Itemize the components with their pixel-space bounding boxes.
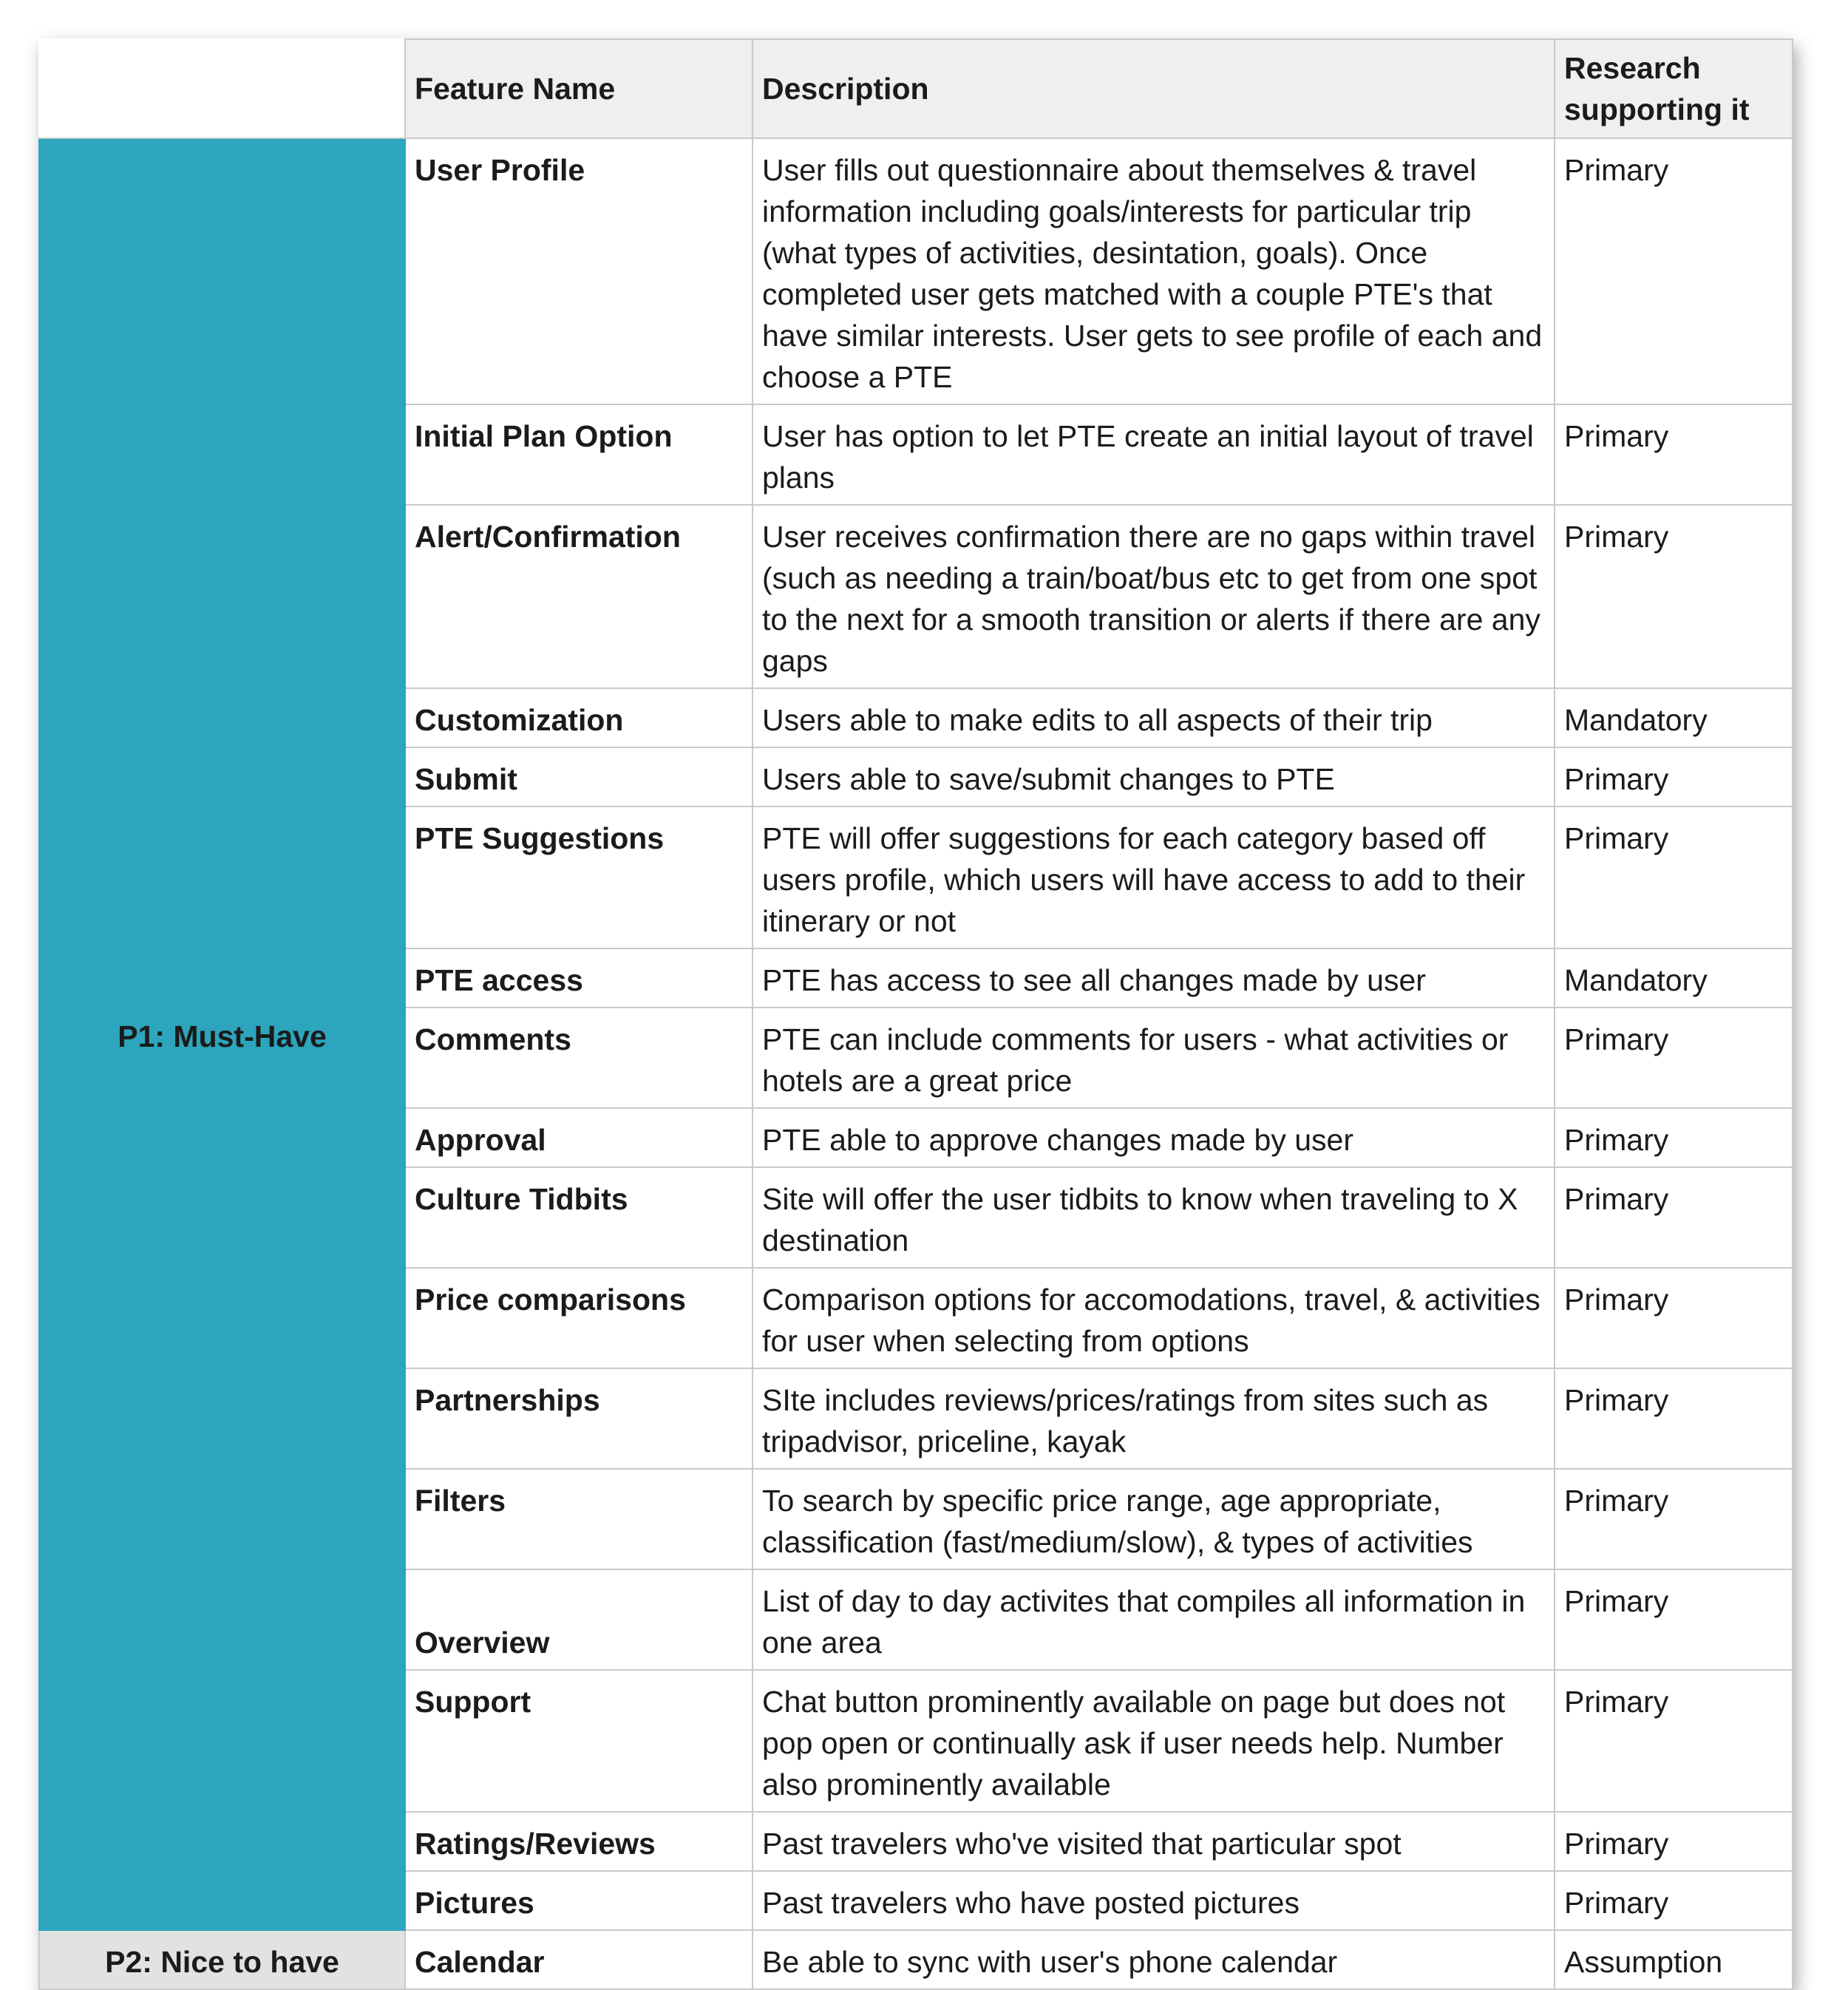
description-cell: PTE able to approve changes made by user xyxy=(753,1108,1555,1167)
research-cell: Primary xyxy=(1555,404,1793,505)
description-cell: User has option to let PTE create an initial layout of travel plans xyxy=(753,404,1555,505)
description-cell: PTE can include comments for users - what activities or hotels are a great price xyxy=(753,1008,1555,1108)
description-cell: Past travelers who have posted pictures xyxy=(753,1871,1555,1930)
research-cell: Primary xyxy=(1555,747,1793,806)
table-row xyxy=(39,1930,1793,1989)
description-cell: List of day to day activites that compiles all information in one area xyxy=(753,1569,1555,1670)
header-row xyxy=(39,39,1793,138)
feature-cell: Pictures xyxy=(405,1871,753,1930)
description-cell: Users able to make edits to all aspects of their trip xyxy=(753,688,1555,747)
feature-cell: Ratings/Reviews xyxy=(405,1812,753,1871)
description-cell: User fills out questionnaire about themselves & travel information including goals/interests for particular trip (what types of activities, desintation, goals). Once completed user gets matched with a couple PTE's that have similar interests. User gets to see profile of each and choose a PTE xyxy=(753,138,1555,404)
feature-cell: User Profile xyxy=(405,138,753,404)
description-cell: Past travelers who've visited that particular spot xyxy=(753,1812,1555,1871)
feature-cell: Culture Tidbits xyxy=(405,1167,753,1268)
feature-cell: PTE Suggestions xyxy=(405,806,753,948)
research-cell: Primary xyxy=(1555,138,1793,404)
feature-priority-table-container xyxy=(38,38,1792,1990)
feature-cell: Alert/Confirmation xyxy=(405,505,753,688)
feature-cell: Support xyxy=(405,1670,753,1812)
research-cell: Primary xyxy=(1555,1812,1793,1871)
description-cell: Chat button prominently available on page but does not pop open or continually ask if user needs help. Number also prominently available xyxy=(753,1670,1555,1812)
research-cell: Mandatory xyxy=(1555,688,1793,747)
research-cell: Primary xyxy=(1555,1469,1793,1569)
research-cell: Primary xyxy=(1555,1871,1793,1930)
priority-group-p1: P1: Must-Have xyxy=(39,138,405,1930)
research-cell: Primary xyxy=(1555,1108,1793,1167)
research-cell: Primary xyxy=(1555,1167,1793,1268)
feature-cell: Calendar xyxy=(405,1930,753,1989)
header-research: Research supporting it xyxy=(1555,39,1793,138)
header-feature-name: Feature Name xyxy=(405,39,753,138)
research-cell: Primary xyxy=(1555,1368,1793,1469)
description-cell: User receives confirmation there are no gaps within travel (such as needing a train/boat/bus etc to get from one spot to the next for a smooth transition or alerts if there are any gaps xyxy=(753,505,1555,688)
description-cell: Users able to save/submit changes to PTE xyxy=(753,747,1555,806)
feature-cell: PTE access xyxy=(405,948,753,1008)
feature-cell: Partnerships xyxy=(405,1368,753,1469)
priority-group-p2: P2: Nice to have xyxy=(39,1930,405,1989)
research-cell: Primary xyxy=(1555,1670,1793,1812)
header-priority-blank xyxy=(39,39,405,138)
description-cell: PTE has access to see all changes made by user xyxy=(753,948,1555,1008)
research-cell: Primary xyxy=(1555,1268,1793,1368)
feature-priority-table xyxy=(38,38,1793,1990)
research-cell: Primary xyxy=(1555,1008,1793,1108)
feature-cell: Overview xyxy=(405,1569,753,1670)
feature-cell: Initial Plan Option xyxy=(405,404,753,505)
feature-cell: Approval xyxy=(405,1108,753,1167)
header-description: Description xyxy=(753,39,1555,138)
research-cell: Primary xyxy=(1555,806,1793,948)
description-cell: Site will offer the user tidbits to know when traveling to X destination xyxy=(753,1167,1555,1268)
research-cell: Mandatory xyxy=(1555,948,1793,1008)
feature-cell: Filters xyxy=(405,1469,753,1569)
research-cell: Primary xyxy=(1555,1569,1793,1670)
description-cell: PTE will offer suggestions for each category based off users profile, which users will have access to add to their itinerary or not xyxy=(753,806,1555,948)
research-cell: Primary xyxy=(1555,505,1793,688)
description-cell: Be able to sync with user's phone calendar xyxy=(753,1930,1555,1989)
description-cell: Comparison options for accomodations, travel, & activities for user when selecting from options xyxy=(753,1268,1555,1368)
feature-cell: Submit xyxy=(405,747,753,806)
feature-cell: Comments xyxy=(405,1008,753,1108)
description-cell: SIte includes reviews/prices/ratings from sites such as tripadvisor, priceline, kayak xyxy=(753,1368,1555,1469)
feature-cell: Price comparisons xyxy=(405,1268,753,1368)
table-row xyxy=(39,138,1793,404)
research-cell: Assumption xyxy=(1555,1930,1793,1989)
feature-cell: Customization xyxy=(405,688,753,747)
description-cell: To search by specific price range, age appropriate, classification (fast/medium/slow), & types of activities xyxy=(753,1469,1555,1569)
